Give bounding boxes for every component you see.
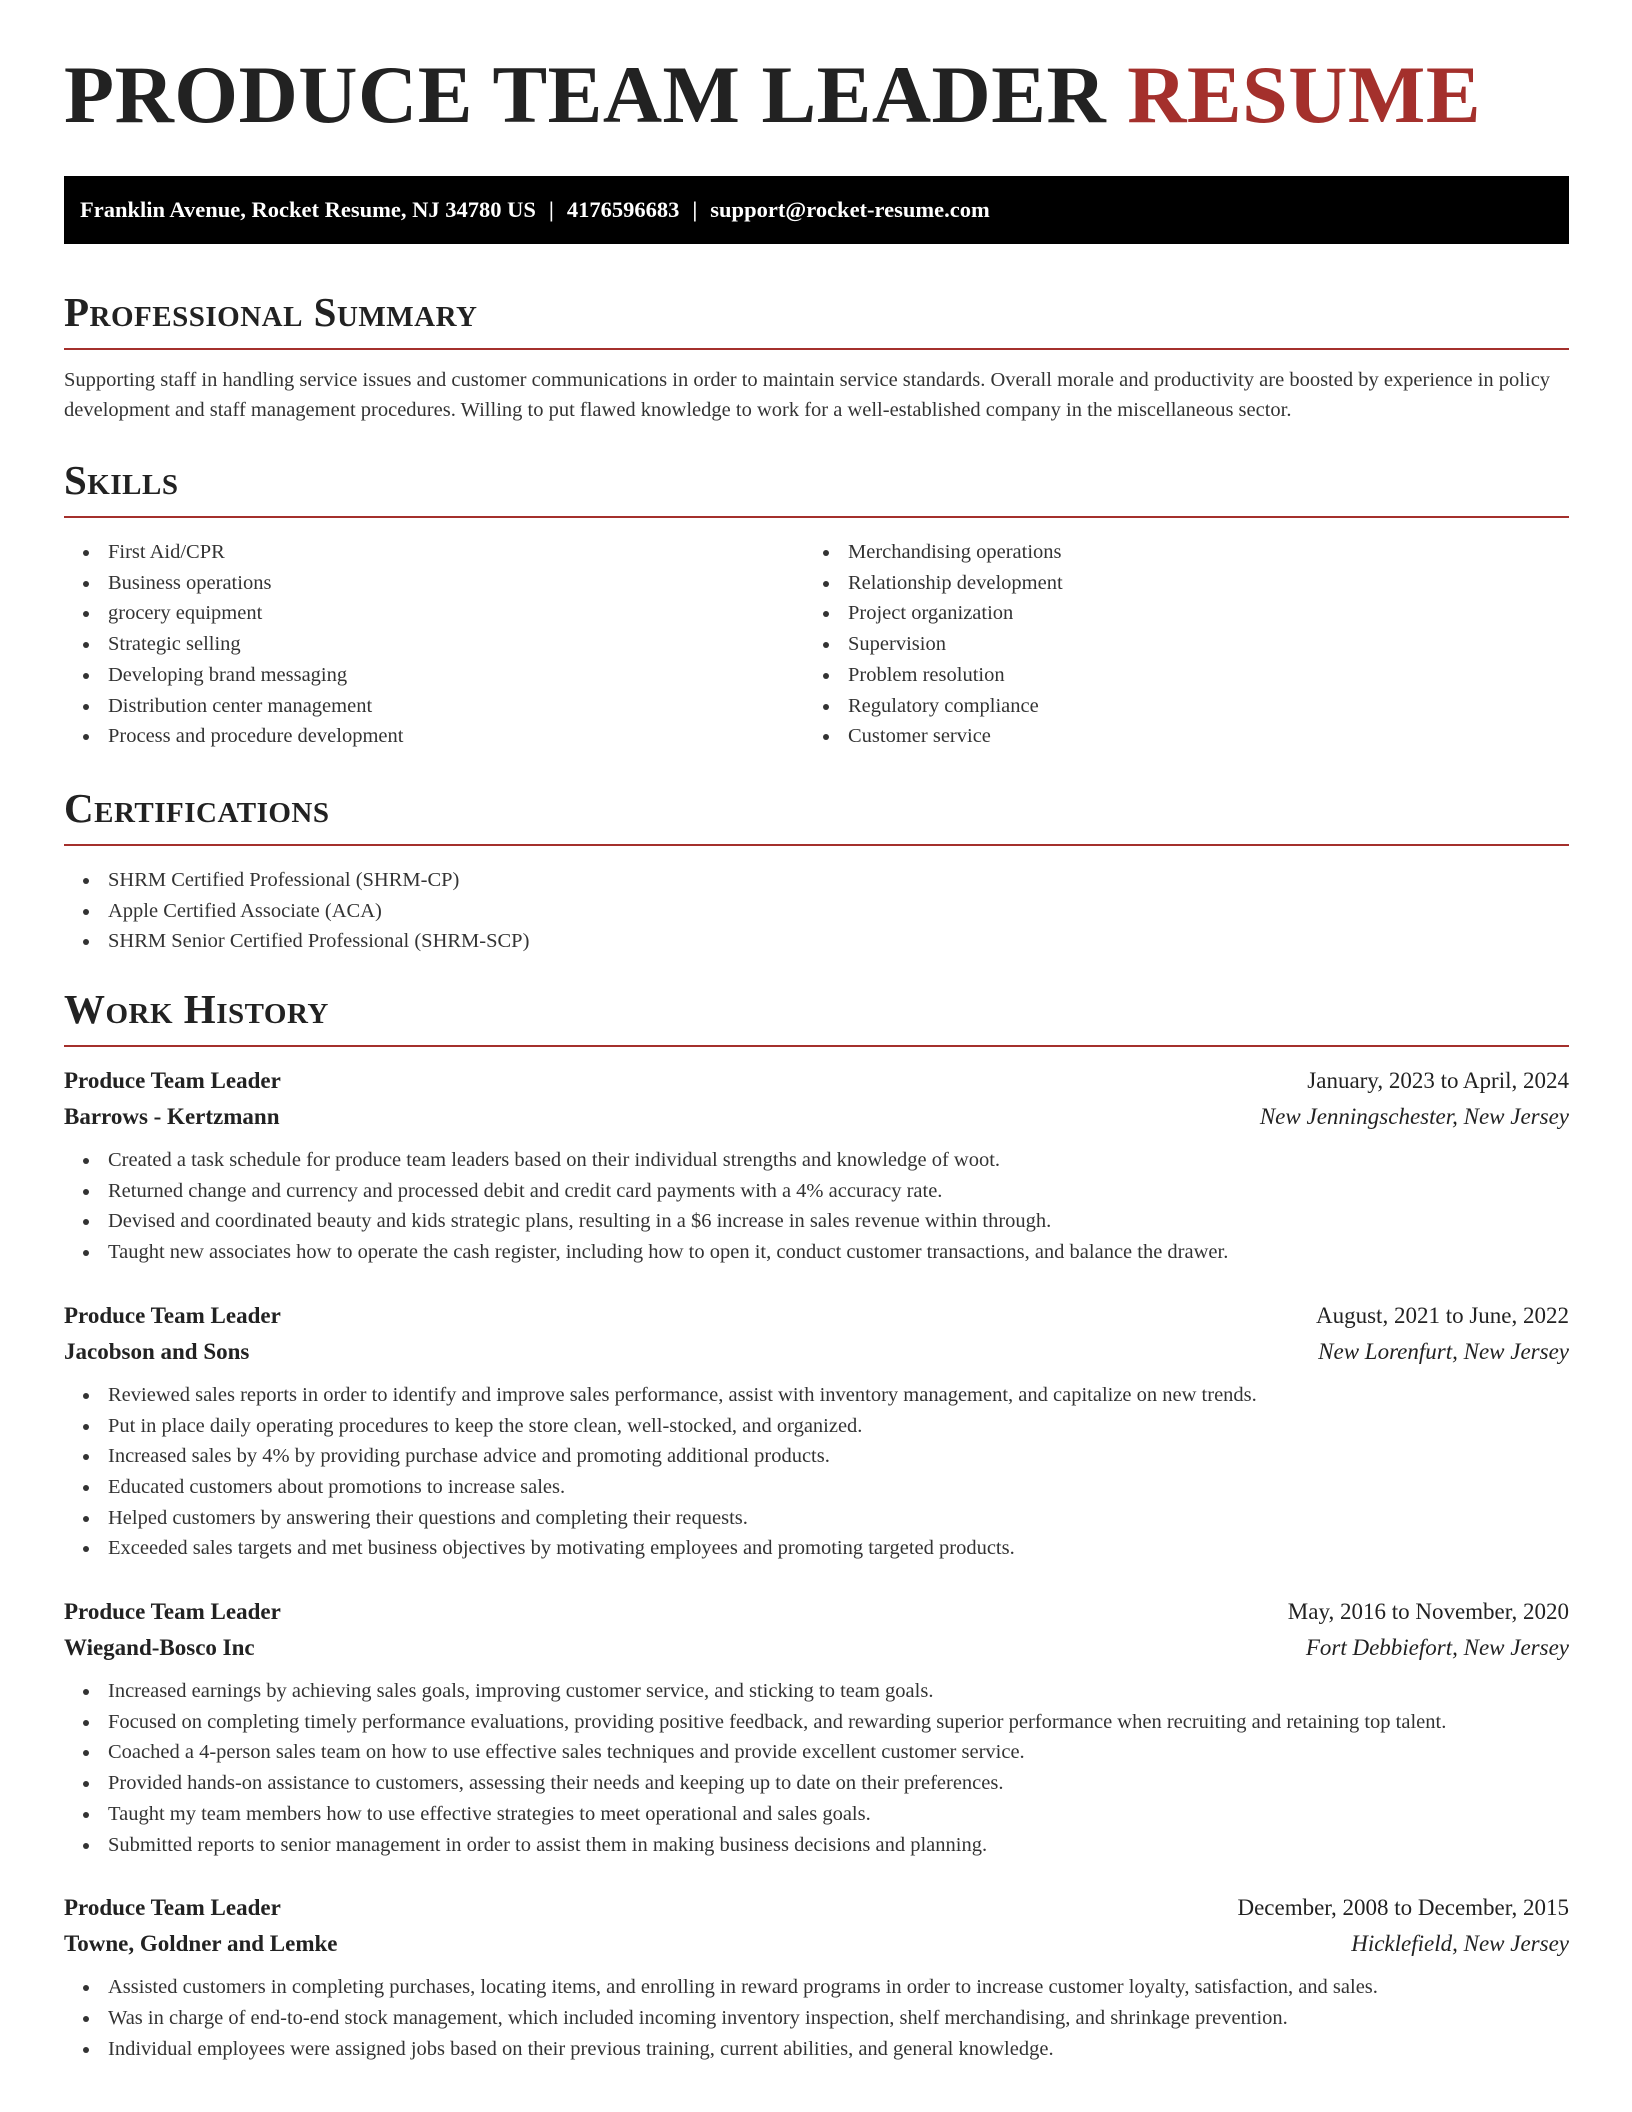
job-bullet: Devised and coordinated beauty and kids strategic plans, resulting in a $6 increase in sales revenue within through. <box>64 1206 1569 1237</box>
job-bullet: Educated customers about promotions to increase sales. <box>64 1472 1569 1503</box>
section-certifications <box>64 784 1569 957</box>
skill-item: grocery equipment <box>64 598 804 629</box>
job-bullet: Exceeded sales targets and met business objectives by motivating employees and promoting targeted products. <box>64 1533 1569 1564</box>
section-work-history <box>64 985 1569 2064</box>
job-company: Jacobson and Sons <box>64 1338 250 1364</box>
section-title-summary: Professional Summary <box>64 289 478 335</box>
job-location: New Jenningschester, New Jersey <box>1259 1104 1569 1130</box>
job-bullets <box>64 1145 1569 1268</box>
job-title: Produce Team Leader <box>64 1068 281 1094</box>
skill-item: Business operations <box>64 568 804 599</box>
job-bullet: Returned change and currency and processed debit and credit card payments with a 4% accuracy rate. <box>64 1176 1569 1207</box>
skill-item: Supervision <box>804 629 1544 660</box>
skill-item: Project organization <box>804 598 1544 629</box>
job-bullet: Coached a 4-person sales team on how to use effective sales techniques and provide excellent customer service. <box>64 1737 1569 1768</box>
skill-item: Strategic selling <box>64 629 804 660</box>
job-dates: August, 2021 to June, 2022 <box>1316 1302 1569 1328</box>
skill-item: Regulatory compliance <box>804 691 1544 722</box>
skill-item: Process and procedure development <box>64 721 804 752</box>
contact-separator: | <box>692 197 698 222</box>
summary-text: Supporting staff in handling service issues and customer communications in order to maintain service standards. Overall morale and productivity are boosted by experience in policy development and staff management procedures. Willing to put flawed knowledge to work for a well-established company in the miscellaneous sector. <box>64 369 1551 421</box>
skills-list-right <box>804 537 1544 752</box>
skill-item: Relationship development <box>804 568 1544 599</box>
job-bullets <box>64 1676 1569 1860</box>
section-divider <box>64 844 1569 846</box>
certification-item: SHRM Senior Certified Professional (SHRM-SCP) <box>64 926 1569 957</box>
job-entry <box>64 1890 1569 2064</box>
section-skills <box>64 456 1569 752</box>
certifications-list <box>64 865 1569 957</box>
job-location: Fort Debbiefort, New Jersey <box>1305 1635 1569 1661</box>
job-bullet: Taught my team members how to use effective strategies to meet operational and sales goals. <box>64 1799 1569 1830</box>
job-title: Produce Team Leader <box>64 1895 281 1921</box>
resume-title <box>64 0 1569 140</box>
job-bullet: Reviewed sales reports in order to identify and improve sales performance, assist with inventory management, and capitalize on new trends. <box>64 1380 1569 1411</box>
job-bullet: Submitted reports to senior management in order to assist them in making business decisions and planning. <box>64 1830 1569 1861</box>
skill-item: Problem resolution <box>804 660 1544 691</box>
job-bullet: Was in charge of end-to-end stock management, which included incoming inventory inspection, shelf merchandising, and shrinkage prevention. <box>64 2003 1569 2034</box>
job-entry <box>64 1298 1569 1564</box>
certification-item: SHRM Certified Professional (SHRM-CP) <box>64 865 1569 896</box>
section-divider <box>64 348 1569 350</box>
contact-bar <box>64 176 1569 244</box>
contact-separator: | <box>548 197 554 222</box>
job-bullets <box>64 1972 1569 2064</box>
job-bullet: Increased sales by 4% by providing purchase advice and promoting additional products. <box>64 1441 1569 1472</box>
contact-email: support@rocket-resume.com <box>710 197 990 222</box>
job-bullet: Taught new associates how to operate the cash register, including how to open it, conduct customer transactions, and balance the drawer. <box>64 1237 1569 1268</box>
job-bullet: Increased earnings by achieving sales goals, improving customer service, and sticking to team goals. <box>64 1676 1569 1707</box>
job-bullet: Helped customers by answering their questions and completing their requests. <box>64 1503 1569 1534</box>
skill-item: Merchandising operations <box>804 537 1544 568</box>
section-summary <box>64 288 1569 425</box>
job-bullet: Assisted customers in completing purchases, locating items, and enrolling in reward programs in order to increase customer loyalty, satisfaction, and sales. <box>64 1972 1569 2003</box>
job-bullet: Put in place daily operating procedures to keep the store clean, well-stocked, and organized. <box>64 1411 1569 1442</box>
resume-title-accent: RESUME <box>1127 49 1482 140</box>
contact-address: Franklin Avenue, Rocket Resume, NJ 34780 US <box>80 197 536 222</box>
skills-list-left <box>64 537 804 752</box>
resume-page <box>64 0 1569 2064</box>
job-dates: January, 2023 to April, 2024 <box>1307 1068 1569 1094</box>
skill-item: Distribution center management <box>64 691 804 722</box>
job-bullet: Provided hands-on assistance to customers, assessing their needs and keeping up to date on their preferences. <box>64 1768 1569 1799</box>
job-bullet: Focused on completing timely performance evaluations, providing positive feedback, and rewarding superior performance when recruiting and retaining top talent. <box>64 1707 1569 1738</box>
section-title-work-history: Work History <box>64 986 329 1033</box>
job-bullet: Individual employees were assigned jobs based on their previous training, current abilities, and general knowledge. <box>64 2034 1569 2065</box>
section-title-certifications: Certifications <box>64 784 330 831</box>
job-dates: December, 2008 to December, 2015 <box>1237 1895 1569 1921</box>
job-bullet: Created a task schedule for produce team leaders based on their individual strengths and knowledge of woot. <box>64 1145 1569 1176</box>
job-bullets <box>64 1380 1569 1564</box>
skill-item: Customer service <box>804 721 1544 752</box>
contact-phone: 4176596683 <box>566 197 680 222</box>
job-location: Hicklefield, New Jersey <box>1351 1931 1569 1957</box>
job-title: Produce Team Leader <box>64 1302 281 1328</box>
job-title: Produce Team Leader <box>64 1599 281 1625</box>
job-company: Wiegand-Bosco Inc <box>64 1635 255 1661</box>
section-title-skills: Skills <box>64 457 179 503</box>
job-entry <box>64 1063 1569 1268</box>
skills-columns <box>64 537 1569 752</box>
section-divider <box>64 1045 1569 1047</box>
job-entry <box>64 1594 1569 1860</box>
job-dates: May, 2016 to November, 2020 <box>1287 1599 1569 1625</box>
skill-item: Developing brand messaging <box>64 660 804 691</box>
section-divider <box>64 516 1569 518</box>
job-company: Barrows - Kertzmann <box>64 1104 280 1130</box>
job-company: Towne, Goldner and Lemke <box>64 1931 338 1957</box>
skill-item: First Aid/CPR <box>64 537 804 568</box>
resume-title-main: PRODUCE TEAM LEADER <box>64 49 1107 140</box>
job-location: New Lorenfurt, New Jersey <box>1318 1338 1569 1364</box>
certification-item: Apple Certified Associate (ACA) <box>64 896 1569 927</box>
